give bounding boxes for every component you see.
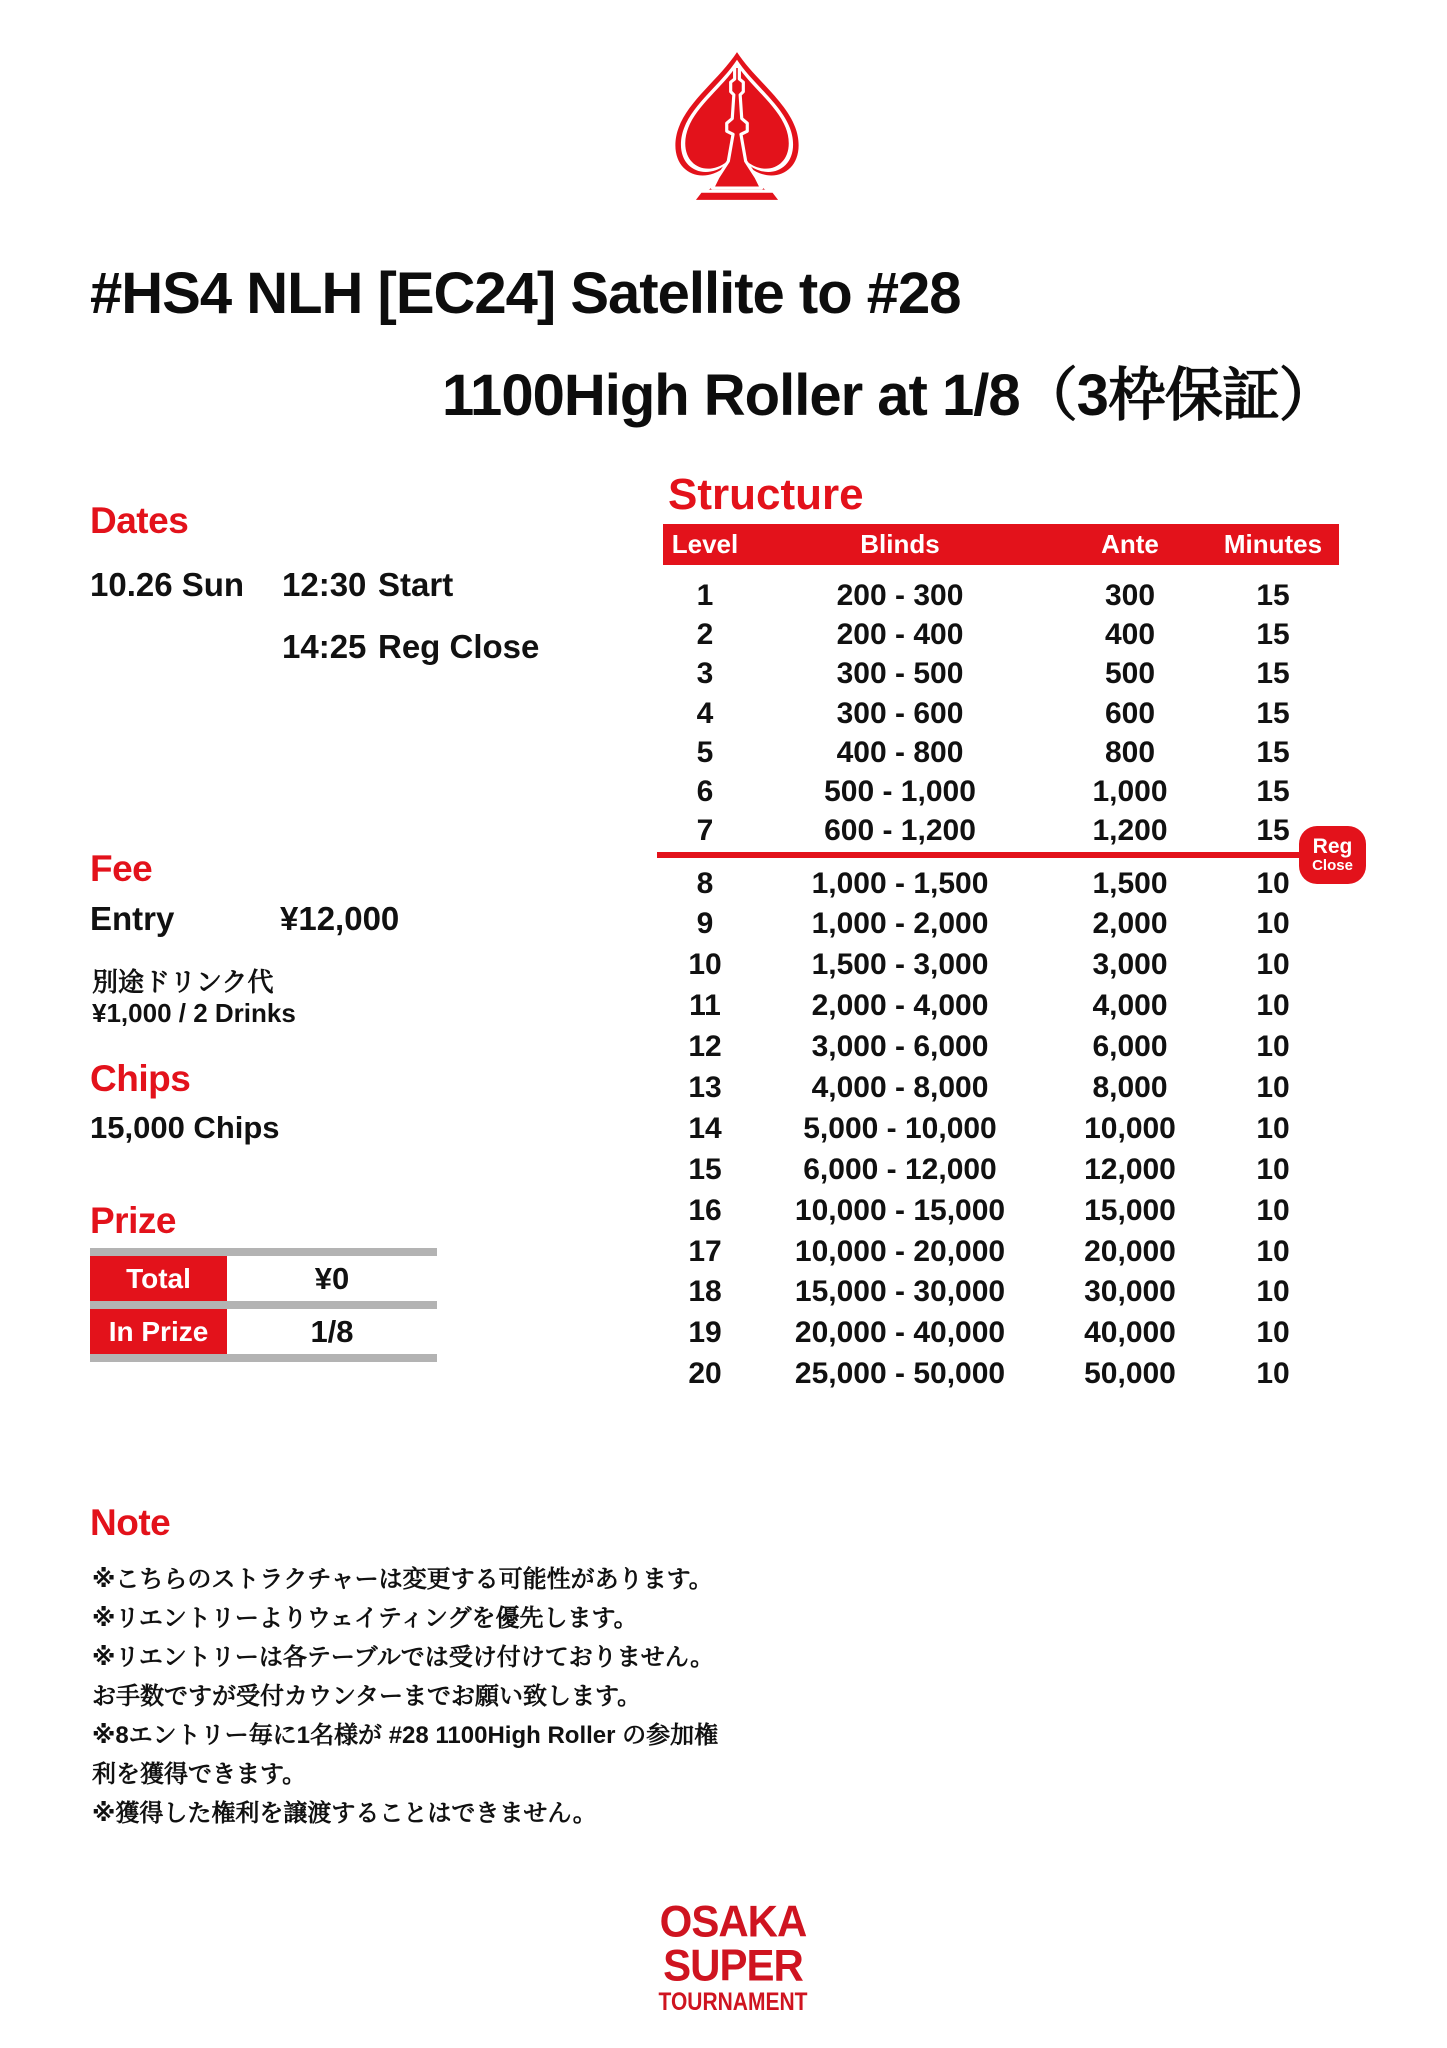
structure-cell-level: 6	[696, 775, 714, 809]
structure-row-level-5	[663, 733, 1339, 772]
structure-cell-minutes: 10	[1256, 948, 1290, 982]
structure-cell-level: 18	[688, 1275, 722, 1309]
structure-cell-minutes: 10	[1256, 1030, 1290, 1064]
page-title-line2: 1100High Roller at 1/8（3枠保証）	[442, 363, 1336, 428]
structure-cell-blinds: 6,000 - 12,000	[803, 1152, 997, 1186]
fee-entry-label: Entry	[90, 900, 175, 937]
structure-cell-level: 20	[688, 1357, 722, 1391]
structure-cell-blinds: 5,000 - 10,000	[803, 1111, 997, 1145]
structure-cell-minutes: 10	[1256, 1234, 1290, 1268]
column-header-minutes: Minutes	[1223, 529, 1323, 559]
footer-logo-line3: TOURNAMENT	[658, 1988, 808, 2017]
structure-cell-level: 2	[696, 617, 714, 651]
structure-row-level-7	[663, 812, 1339, 851]
structure-cell-ante: 1,500	[1092, 866, 1168, 900]
structure-row-level-19	[663, 1313, 1339, 1354]
structure-cell-blinds: 500 - 1,000	[824, 775, 976, 809]
note-line: 利を獲得できます。	[92, 1761, 307, 1788]
structure-cell-level: 13	[688, 1070, 722, 1104]
structure-row-level-2	[663, 615, 1339, 654]
structure-cell-blinds: 3,000 - 6,000	[811, 1030, 989, 1064]
structure-cell-ante: 4,000	[1092, 989, 1168, 1023]
structure-row-level-17	[663, 1231, 1339, 1272]
structure-cell-level: 11	[689, 989, 721, 1023]
reg-close-badge	[1299, 826, 1366, 884]
reg-close-badge-line1: Reg	[1312, 835, 1353, 858]
prize-divider-bar	[90, 1301, 437, 1309]
structure-cell-minutes: 10	[1256, 1275, 1290, 1309]
structure-cell-blinds: 200 - 300	[836, 578, 964, 612]
structure-row-level-6	[663, 772, 1339, 811]
structure-rows	[663, 576, 1339, 1395]
structure-cell-level: 3	[696, 657, 714, 691]
structure-cell-blinds: 200 - 400	[836, 617, 964, 651]
structure-cell-level: 1	[696, 578, 714, 612]
column-header-ante: Ante	[1101, 529, 1159, 559]
structure-cell-minutes: 10	[1256, 1070, 1290, 1104]
structure-row-level-13	[663, 1068, 1339, 1109]
structure-cell-minutes: 10	[1256, 866, 1290, 900]
structure-cell-minutes: 15	[1256, 578, 1290, 612]
structure-cell-blinds: 1,000 - 1,500	[811, 866, 989, 900]
structure-cell-minutes: 15	[1256, 775, 1290, 809]
reg-close-line	[657, 852, 1307, 858]
prize-row-in-prize	[90, 1309, 437, 1354]
note-line: ※8エントリー毎に1名様が #28 1100High Roller の参加権	[92, 1722, 719, 1749]
structure-row-level-10	[663, 945, 1339, 986]
fee-heading: Fee	[90, 848, 153, 889]
structure-cell-blinds: 300 - 500	[836, 657, 964, 691]
structure-cell-ante: 1,000	[1092, 775, 1168, 809]
note-heading: Note	[90, 1502, 171, 1543]
structure-cell-minutes: 15	[1256, 814, 1290, 848]
structure-row-level-20	[663, 1354, 1339, 1395]
reg-close-badge-line2: Close	[1312, 857, 1353, 874]
start-time: 12:30	[282, 566, 367, 603]
fee-entry-value: ¥12,000	[280, 900, 400, 937]
structure-row-level-4	[663, 694, 1339, 733]
note-lines	[92, 1560, 718, 1833]
structure-cell-level: 9	[696, 907, 714, 941]
structure-row-level-12	[663, 1027, 1339, 1068]
structure-cell-ante: 30,000	[1084, 1275, 1176, 1309]
footer-logo-line1: OSAKA	[659, 1896, 807, 1947]
structure-cell-ante: 15,000	[1084, 1193, 1176, 1227]
note-line: ※獲得した権利を譲渡することはできません。	[92, 1800, 597, 1827]
structure-cell-level: 14	[688, 1111, 722, 1145]
structure-row-level-18	[663, 1272, 1339, 1313]
structure-cell-ante: 50,000	[1084, 1357, 1176, 1391]
structure-cell-ante: 400	[1104, 617, 1156, 651]
page-title-line1: #HS4 NLH [EC24] Satellite to #28	[90, 261, 961, 326]
prize-heading: Prize	[90, 1200, 176, 1241]
structure-cell-level: 19	[688, 1316, 722, 1350]
structure-cell-level: 15	[688, 1152, 722, 1186]
structure-cell-ante: 10,000	[1084, 1111, 1176, 1145]
structure-cell-blinds: 20,000 - 40,000	[794, 1316, 1006, 1350]
structure-heading: Structure	[668, 470, 864, 519]
fee-drink-note-line2: ¥1,000 / 2 Drinks	[92, 998, 296, 1028]
prize-total-label: Total	[90, 1256, 227, 1301]
structure-table-header	[663, 524, 1339, 565]
structure-cell-ante: 2,000	[1092, 907, 1168, 941]
structure-cell-ante: 800	[1104, 735, 1156, 769]
prize-in-prize-value: 1/8	[310, 1313, 354, 1349]
structure-cell-level: 17	[688, 1234, 722, 1268]
structure-cell-ante: 40,000	[1084, 1316, 1176, 1350]
structure-cell-blinds: 15,000 - 30,000	[794, 1275, 1006, 1309]
structure-cell-ante: 20,000	[1084, 1234, 1176, 1268]
structure-cell-level: 10	[688, 948, 722, 982]
structure-row-level-9	[663, 904, 1339, 945]
prize-row-total	[90, 1256, 437, 1301]
structure-cell-minutes: 10	[1256, 1152, 1290, 1186]
note-line: ※こちらのストラクチャーは変更する可能性があります。	[92, 1566, 713, 1593]
chips-value: 15,000 Chips	[90, 1110, 280, 1145]
note-line: お手数ですが受付カウンターまでお願い致します。	[92, 1683, 642, 1710]
structure-row-level-3	[663, 655, 1339, 694]
structure-cell-minutes: 15	[1256, 735, 1290, 769]
structure-row-level-15	[663, 1149, 1339, 1190]
structure-cell-minutes: 15	[1256, 657, 1290, 691]
reg-close-time-label: Reg Close	[378, 628, 540, 665]
prize-table	[90, 1248, 437, 1362]
structure-cell-blinds: 300 - 600	[836, 696, 964, 730]
osaka-super-tournament-logo	[648, 1896, 818, 2018]
structure-cell-ante: 8,000	[1092, 1070, 1168, 1104]
structure-cell-level: 16	[688, 1193, 722, 1227]
structure-cell-minutes: 10	[1256, 1111, 1290, 1145]
column-header-blinds: Blinds	[860, 529, 940, 559]
structure-cell-blinds: 10,000 - 20,000	[794, 1234, 1006, 1268]
prize-divider-bar	[90, 1248, 437, 1256]
dates-date: 10.26 Sun	[90, 566, 245, 603]
start-time-label: Start	[378, 566, 454, 603]
structure-cell-ante: 3,000	[1092, 948, 1168, 982]
structure-cell-level: 8	[696, 866, 714, 900]
structure-row-level-1	[663, 576, 1339, 615]
reg-close-time: 14:25	[282, 628, 367, 665]
structure-cell-ante: 12,000	[1084, 1152, 1176, 1186]
chips-heading: Chips	[90, 1058, 191, 1099]
footer-logo-line2: SUPER	[663, 1940, 803, 1991]
structure-row-level-8	[663, 863, 1339, 904]
structure-row-level-14	[663, 1108, 1339, 1149]
prize-total-value: ¥0	[314, 1260, 350, 1296]
structure-cell-minutes: 10	[1256, 1193, 1290, 1227]
dates-heading: Dates	[90, 500, 189, 541]
structure-cell-level: 12	[688, 1030, 722, 1064]
structure-cell-level: 5	[696, 735, 714, 769]
structure-cell-blinds: 4,000 - 8,000	[811, 1070, 989, 1104]
spade-tower-logo-icon	[658, 45, 816, 211]
note-line: ※リエントリーは各テーブルでは受け付けておりません。	[92, 1644, 715, 1671]
structure-cell-minutes: 10	[1256, 1357, 1290, 1391]
structure-cell-minutes: 10	[1256, 1316, 1290, 1350]
structure-cell-minutes: 15	[1256, 696, 1290, 730]
structure-cell-blinds: 1,000 - 2,000	[811, 907, 989, 941]
structure-cell-blinds: 2,000 - 4,000	[811, 989, 989, 1023]
structure-cell-level: 7	[696, 814, 714, 848]
structure-cell-ante: 600	[1104, 696, 1156, 730]
structure-row-level-16	[663, 1190, 1339, 1231]
fee-drink-note-line1: 別途ドリンク代	[92, 967, 274, 997]
column-header-level: Level	[671, 529, 739, 559]
structure-cell-ante: 6,000	[1092, 1030, 1168, 1064]
structure-cell-blinds: 400 - 800	[836, 735, 964, 769]
structure-row-level-11	[663, 986, 1339, 1027]
structure-cell-blinds: 600 - 1,200	[824, 814, 976, 848]
structure-cell-level: 4	[696, 696, 714, 730]
structure-cell-minutes: 10	[1256, 989, 1290, 1023]
structure-cell-ante: 300	[1104, 578, 1156, 612]
structure-cell-blinds: 1,500 - 3,000	[811, 948, 989, 982]
structure-cell-ante: 500	[1104, 657, 1156, 691]
structure-cell-blinds: 10,000 - 15,000	[794, 1193, 1006, 1227]
structure-cell-minutes: 15	[1256, 617, 1290, 651]
structure-cell-ante: 1,200	[1092, 814, 1168, 848]
structure-cell-minutes: 10	[1256, 907, 1290, 941]
prize-divider-bar	[90, 1354, 437, 1362]
note-line: ※リエントリーよりウェイティングを優先します。	[92, 1605, 638, 1632]
prize-in-prize-label: In Prize	[90, 1309, 227, 1354]
structure-cell-blinds: 25,000 - 50,000	[794, 1357, 1006, 1391]
